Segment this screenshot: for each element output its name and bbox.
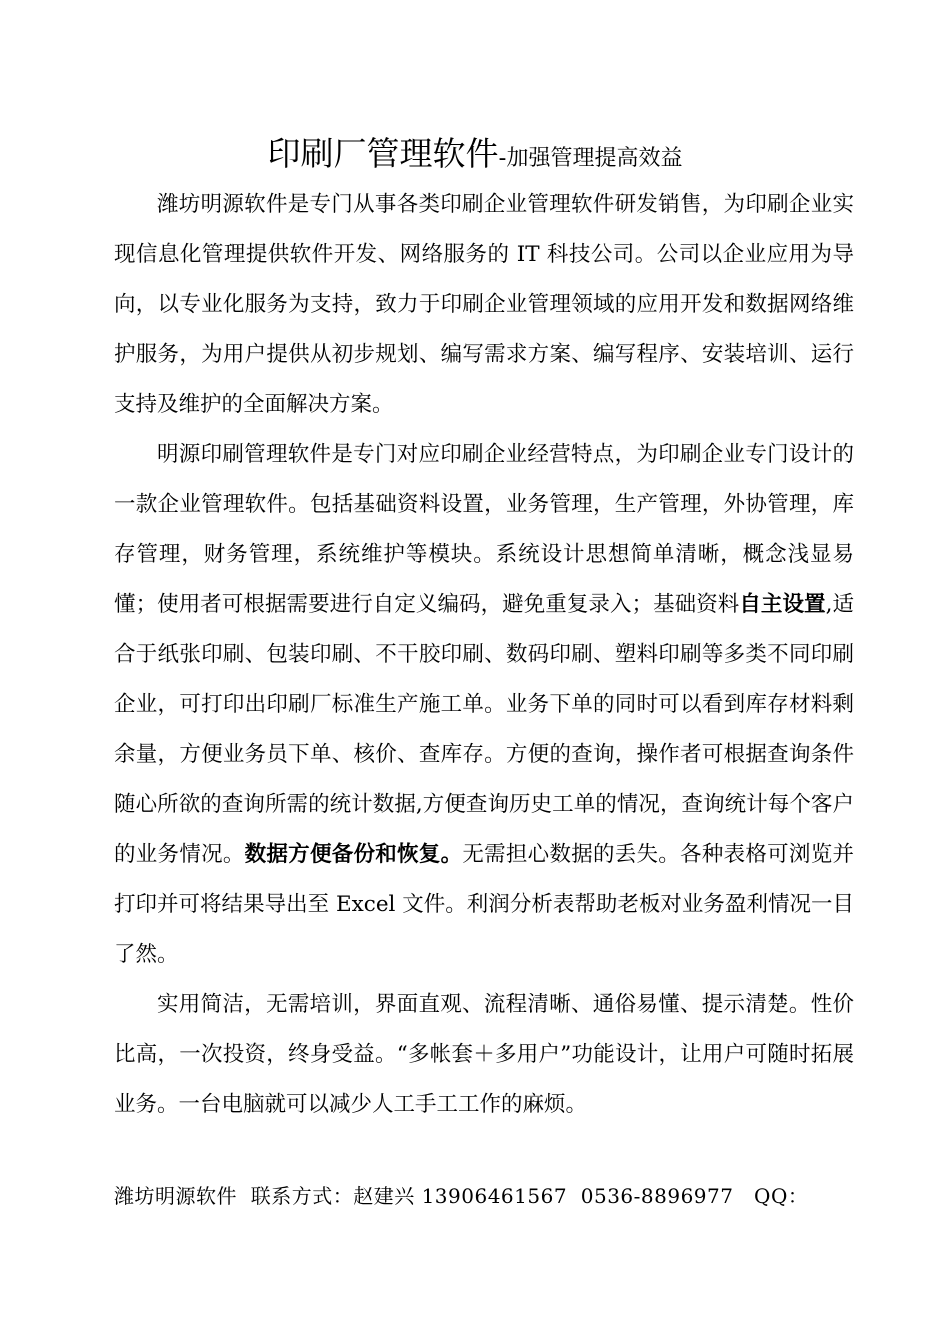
title-subtitle: -加强管理提高效益	[498, 146, 683, 171]
paragraph-text-segment: 明源印刷管理软件是专门对应印刷企业经营特点，为印刷企业专门设计的一款企业管理软件。包括基础资料设置，业务管理，生产管理，外协管理，库存管理，财务管理，系统维护等模块。系统设计思想简单清晰，概念浅显易懂；使用者可根据需要进行自定义编码，避免重复录入；基础资料	[114, 442, 854, 617]
paragraph-text-segment: ,适合于纸张印刷、包装印刷、不干胶印刷、数码印刷、塑料印刷等多类不同印刷企业，可打印出印刷厂标准生产施工单。业务下单的同时可以看到库存材料剩余量，方便业务员下单、核价、查库存。方便的查询，操作者可根据查询条件随心所欲的查询所需的统计数据,方便查询历史工单的情况，查询统计每个客户的业务情况。	[114, 592, 854, 867]
document-body	[114, 180, 854, 1130]
paragraph-company-intro: 潍坊明源软件是专门从事各类印刷企业管理软件研发销售，为印刷企业实现信息化管理提供软件开发、网络服务的 IT 科技公司。公司以企业应用为导向，以专业化服务为支持，致力于印刷企业管理领域的应用开发和数据网络维护服务，为用户提供从初步规划、编写需求方案、编写程序、安装培训、运行支持及维护的全面解决方案。	[114, 192, 854, 417]
title-main: 印刷厂管理软件	[267, 134, 499, 173]
bold-highlight-backup-restore: 数据方便备份和恢复。	[244, 842, 463, 867]
bold-highlight-custom-setup: 自主设置	[739, 592, 826, 617]
contact-line: 潍坊明源软件 联系方式：赵建兴 13906461567 0536-8896977 QQ：	[114, 1184, 809, 1208]
paragraph-software-features	[114, 430, 854, 980]
document-title	[0, 128, 950, 175]
paragraph-benefits: 实用简洁，无需培训，界面直观、流程清晰、通俗易懂、提示清楚。性价比高，一次投资，终身受益。“多帐套＋多用户”功能设计，让用户可随时拓展业务。一台电脑就可以减少人工手工工作的麻烦。	[114, 992, 854, 1117]
paragraph-text-segment: 无需担心数据的丢失。各种表格可浏览并打印并可将结果导出至 Excel 文件。利润分析表帮助老板对业务盈利情况一目了然。	[114, 842, 854, 967]
